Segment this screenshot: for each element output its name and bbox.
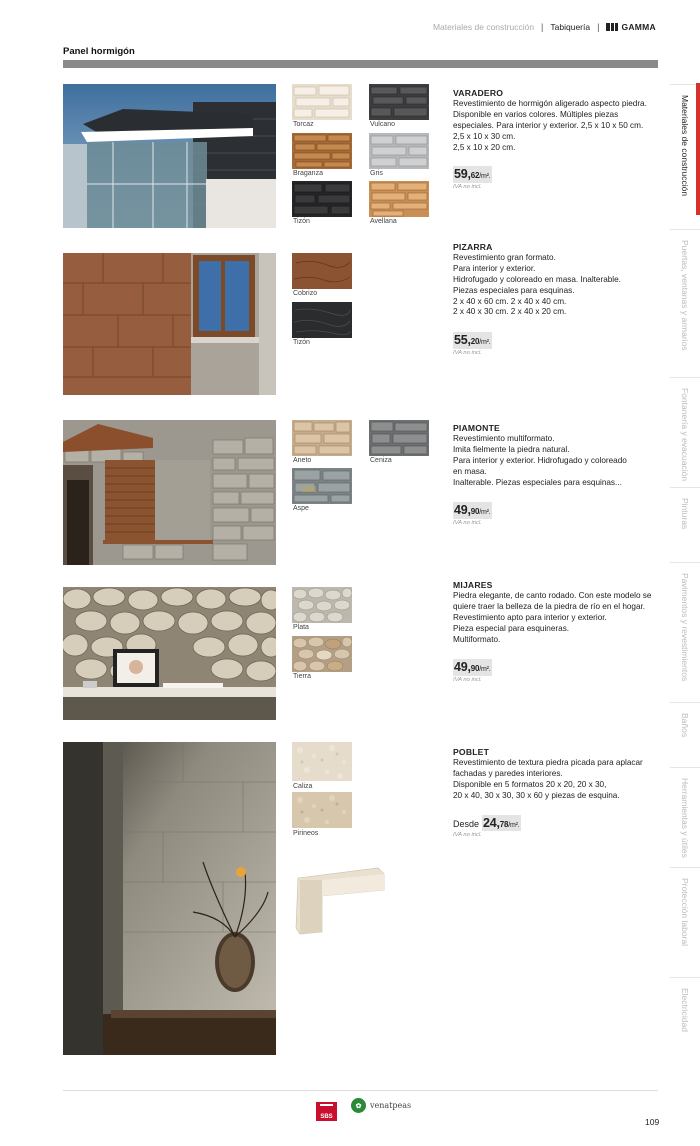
product-name: PIAMONTE	[453, 423, 500, 433]
brand-name: GAMMA	[621, 22, 656, 32]
swatch-torcaz	[292, 84, 352, 120]
iva-note: IVA no incl.	[453, 349, 482, 356]
product-name: VARADERO	[453, 88, 504, 98]
product-photo-poblet	[63, 742, 276, 1055]
nav-item-puertas[interactable]	[670, 229, 700, 377]
nav-item-fontaneria[interactable]	[670, 377, 700, 487]
breadcrumb-separator: |	[597, 22, 600, 32]
product-description: Piedra elegante, de canto rodado. Con este modelo se quiere traer la belleza de la piedra de río en el hogar. Revestimiento apto para interior y exterior. Pieza especial para esquineras. Multiformato.	[453, 591, 652, 644]
product-description: Revestimiento multiformato. Imita fielmente la piedra natural. Para interior y exterior. Hidrofugado y coloreado en masa. Inalterable. Piezas especiales para esquinas...	[453, 434, 627, 487]
swatch-pirineos	[292, 792, 352, 828]
swatch-label: Tizón	[293, 339, 310, 346]
price: 49,90/m².	[454, 660, 491, 675]
swatch-label: Caliza	[293, 783, 313, 790]
breadcrumb-subcategory[interactable]: Tabiquería	[550, 22, 591, 32]
swatch-aneto	[292, 420, 352, 456]
product-name: PIZARRA	[453, 242, 493, 252]
swatch-ceniza	[369, 420, 429, 456]
swatch-gris	[369, 133, 429, 169]
product-description: Revestimiento de hormigón aligerado aspecto piedra. Disponible en varios colores. Múltiples piezas especiales. Para interior y exterior. 2,5 x 10 x 50 cm. 2,5 x 10 x 30 cm. 2,5 x 10 x 20 cm.	[453, 99, 647, 152]
brand-mark-icon	[606, 23, 618, 31]
swatch-caliza	[292, 742, 352, 778]
product-description: Revestimiento de textura piedra picada para aplacar fachadas y paredes interiores. Disponible en 5 formatos 20 x 20, 20 x 30, 20 x 40, 30 x 30, 30 x 60 y piezas de esquina.	[453, 758, 643, 800]
price: 59,62/m².	[454, 167, 491, 182]
nav-label: Puertas, ventanas y armarios	[680, 240, 690, 351]
swatch-tizon	[292, 181, 352, 217]
sbs-logo: SBS	[316, 1102, 337, 1121]
section-title: Panel hormigón	[63, 46, 135, 57]
iva-note: IVA no incl.	[453, 519, 482, 526]
swatch-label: Avellana	[370, 218, 397, 225]
side-navigation	[670, 84, 700, 1097]
price: 24,78/m².	[483, 815, 520, 830]
swatch-label: Ceniza	[370, 457, 392, 464]
footer-divider	[63, 1090, 658, 1091]
product-photo-varadero	[63, 84, 276, 228]
swatch-avellana	[369, 181, 429, 217]
swatch-label: Tizón	[293, 218, 310, 225]
swatch-label: Aneto	[293, 457, 312, 464]
swatch-label: Cobrizo	[293, 290, 318, 297]
swatch-braganza	[292, 133, 352, 169]
price-row	[453, 332, 663, 349]
nav-item-materiales[interactable]	[670, 84, 700, 229]
price-row	[453, 502, 663, 519]
price-row	[453, 166, 663, 183]
product-poblet	[453, 747, 663, 840]
product-pizarra	[453, 242, 663, 357]
product-name: POBLET	[453, 747, 490, 757]
iva-note: IVA no incl.	[453, 183, 482, 190]
swatch-tierra	[292, 636, 352, 672]
nav-label: Materiales de construcción	[680, 95, 690, 197]
product-varadero	[453, 88, 663, 192]
iva-note: IVA no incl.	[453, 832, 482, 839]
iva-note: IVA no incl.	[453, 676, 482, 683]
breadcrumb-separator: |	[541, 22, 544, 32]
price-row	[453, 659, 663, 676]
breadcrumb-category[interactable]: Materiales de construcción	[432, 22, 535, 32]
product-photo-mijares	[63, 587, 276, 720]
nav-label: Protección laboral	[680, 878, 690, 947]
price: 55,20/m².	[454, 333, 491, 348]
swatch-label: Vulcano	[370, 121, 396, 128]
nav-label: Baños	[680, 713, 690, 738]
product-photo-piamonte	[63, 420, 276, 565]
product-photo-pizarra	[63, 253, 276, 395]
swatch-label: Plata	[293, 624, 309, 631]
swatch-label: Braganza	[293, 170, 323, 177]
brand-logo	[606, 22, 656, 32]
nav-item-pinturas[interactable]	[670, 487, 700, 562]
swatch-label: Gris	[370, 170, 383, 177]
nav-item-banos[interactable]	[670, 702, 700, 767]
nav-label: Herramientas y útiles	[680, 778, 690, 858]
page-header	[433, 22, 656, 32]
nav-item-proteccion[interactable]	[670, 867, 700, 977]
swatch-vulcano	[369, 84, 429, 120]
nav-item-electricidad[interactable]	[670, 977, 700, 1097]
price-row	[453, 815, 663, 832]
product-description: Revestimiento gran formato. Para interior y exterior. Hidrofugado y coloreado en masa. Inalterable. Piezas especiales para esquinas. 2 x 40 x 60 cm. 2 x 40 x 40 cm. 2 x 40 x 30 cm. 2 x 40 x 20 cm.	[453, 253, 621, 317]
product-mijares	[453, 580, 663, 685]
product-name: MIJARES	[453, 580, 493, 590]
page-number: 109	[645, 1117, 660, 1127]
nav-item-herramientas[interactable]	[670, 767, 700, 867]
nav-label: Pavimentos y revestimientos	[680, 573, 690, 682]
price: 49,90/m².	[454, 503, 491, 518]
swatch-label: Torcaz	[293, 121, 314, 128]
swatch-plata	[292, 587, 352, 623]
nav-item-pavimentos[interactable]	[670, 562, 700, 702]
swatch-label: Aspe	[293, 505, 309, 512]
nav-label: Electricidad	[680, 988, 690, 1032]
price-prefix: Desde	[453, 818, 480, 829]
nav-label: Fontanería y evacuación	[680, 388, 690, 482]
swatch-label: Pirineos	[293, 830, 319, 837]
leaf-icon: ✿	[351, 1098, 366, 1113]
venatpeas-logo	[351, 1098, 411, 1113]
swatch-label: Tierra	[293, 673, 312, 680]
swatch-aspe	[292, 468, 352, 504]
product-piamonte	[453, 423, 663, 528]
logo-wordmark: venatpeas	[370, 1101, 412, 1110]
section-bar	[63, 60, 658, 68]
corner-piece-image	[292, 866, 386, 936]
swatch-cobrizo	[292, 253, 352, 289]
nav-label: Pinturas	[680, 498, 690, 530]
swatch-tizon-pizarra	[292, 302, 352, 338]
